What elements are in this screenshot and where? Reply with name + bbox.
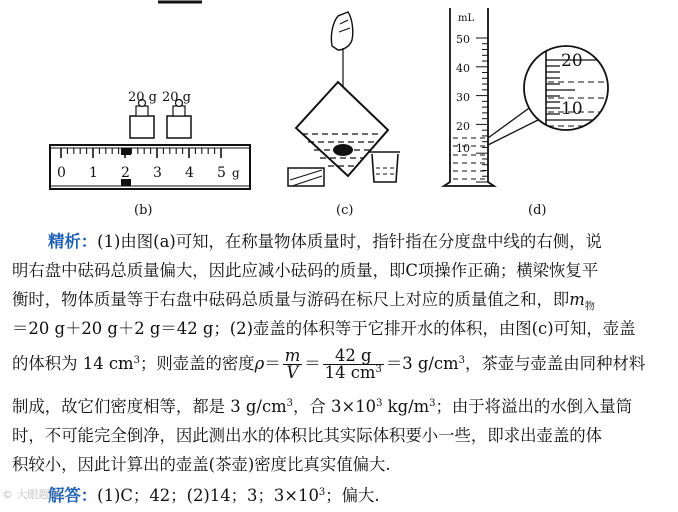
cylinder-unit: mL [458,13,475,24]
lid-object [333,144,353,156]
analysis-text-5d: ，茶壶与壶盖由同种材料 [464,354,646,373]
weight-neck-2 [173,106,185,116]
analysis-line-7: 时，不可能完全倒净，因此测出水的体积比其实际体积要小一些，即求出壶盖的体 [12,426,603,445]
rho-symbol: ρ [254,354,265,373]
answer-label: 解答 [48,486,81,505]
weight-label-2: 20 g [162,90,191,105]
answer-text-2: ；偏大. [325,486,380,505]
figure-d-label: (d) [528,203,547,218]
figure-d-cylinder [444,8,610,218]
beam-tick-2: 2 [121,165,130,181]
analysis-line-2: 明右盘中砝码总质量偏大，因此应减小砝码的质量，即C项操作正确；横梁恢复平 [12,261,599,280]
figure-b-balance-beam [50,90,250,218]
beam-tick-0: 0 [57,165,66,181]
fraction-42-over-14: $\frac{42 g}{14 cm^3}$ [324,346,382,382]
answer-colon: ： [80,486,98,505]
analysis-line-4: ＝20 g＋20 g＋2 g＝42 g；(2)壶盖的体积等于它排开水的体积，由图(c)可知，壶盖 [12,319,636,338]
beam-tick-1: 1 [89,165,98,181]
figure-c-label: (c) [336,203,354,218]
cylinder-scale-50: 50 [456,33,470,46]
analysis-line-1 [48,227,668,256]
cylinder-scale-10: 10 [456,142,470,155]
fraction-m-over-v: $\frac{m}{V}$ [284,346,301,382]
weight-neck-1 [136,106,148,116]
weight-label-1: 20 g [128,90,157,105]
watermark: © 大眼题库 [2,488,61,501]
analysis-text-3: 衡时，物体质量等于右盘中砝码总质量与游码在标尺上对应的质量值之和，即 [12,290,570,309]
cylinder-scale-40: 40 [456,62,470,75]
cylinder-scale-20: 20 [456,120,470,133]
figure-area [0,0,678,222]
analysis-label: 精析 [48,232,81,251]
zoom-label-20: 20 [561,51,583,71]
weight-block-2 [167,116,191,138]
answer-line: 解答：(1)C；42；(2)14；3；$3\times 10^3$；偏大. [48,486,380,505]
figure-c-overflow-setup [288,12,400,218]
answer-text-1: (1)C；42；(2)14；3；3×10 [97,486,319,505]
analysis-text-1: (1)由图(a)可知，在称量物体质量时，指针指在分度盘中线的右侧，说 [97,232,602,251]
mass-subscript: 物 [584,301,595,313]
figure-b-label: (b) [134,203,153,218]
analysis-text-5a: 的体积为 14 cm [12,354,134,373]
beam-tick-5: 5 [217,165,226,181]
beam-unit: g [232,166,240,180]
rider-top [121,148,131,155]
cylinder-scale-30: 30 [456,91,470,104]
beam-tick-3: 3 [153,165,162,181]
analysis-line-5: 的体积为 14 $cm^3$；则壶盖的密度ρ＝ $\frac{m}{V}$ ＝ $\frac{42 g}{14 cm^3}$ ＝3 $g/cm^3$，茶壶与壶盖由同种材料 [12,346,646,382]
weight-block-1 [130,116,154,138]
zoom-label-10: 10 [561,99,583,119]
analysis-colon: ： [80,232,98,251]
beam-tick-4: 4 [185,165,194,181]
analysis-line-8: 积较小，因此计算出的壶盖(茶壶)密度比真实值偏大. [12,455,391,474]
analysis-line-6: 制成，故它们密度相等，都是 3 $g/cm^3$，合 $3\times 10^3$ $kg/m^3$；由于将溢出的水倒入量筒 [12,397,633,416]
analysis-text-5b: ；则壶盖的密度 [139,354,255,373]
analysis-text-5c: ＝3 g/cm [385,354,459,373]
mass-symbol: m [569,290,585,309]
